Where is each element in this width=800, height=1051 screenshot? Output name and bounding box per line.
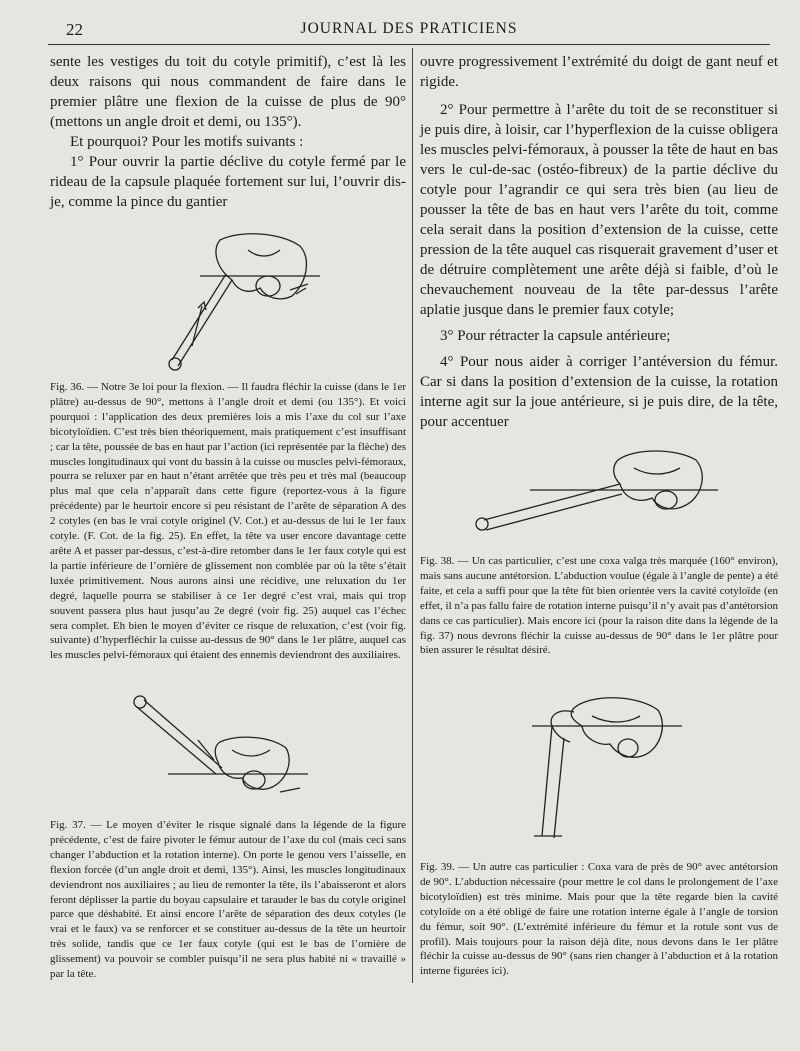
page-number: 22 [66,20,83,39]
page-header [48,18,770,45]
left-intro-paragraph: sente les vestiges du toit du cotyle primitif), c’est là les deux raisons qui nous commandent de faire dans le premier plâtre une flexion de la cuisse de plus de 90° (mettons un angle droit et demi, ou 135°). [50,54,406,130]
figure-36-caption: Fig. 36. — Notre 3e loi pour la flexion. — Il faudra fléchir la cuisse (dans le 1er plâtre) au-dessus de 90°, mettons à l’angle droit et demi (ou 135°). Et voici pourquoi : l’application des deux premières lois a mis l’axe du col sur l’axe bicotyloïdien. C’est très bien théoriquement, mais pratiquement c’est insuffisant ; car la tête, poussée de bas en haut par l’action (ici représentée par la flèche) des muscles longitudinaux qui vont du bassin à la cuisse ou muscles pelvi-fémoraux, pourra se reluxer par en haut n’étant arrêtée que très peu et très mal (beaucoup plus mal que cela n’apparaît dans cette figure (reportez-vous à la figure précédente) par le heurtoir encore si peu résistant de l’arête de séparation A des 2 cotyles (en bas le vrai cotyle originel (V. Cot.) et au-dessus de lui le 1er faux cotyle. (F. Cot. de la fig. 25). En effet, la tête va user encore davantage cette arête A et passer par-dessus, c’est-à-dire retomber dans le 1er faux cotyle qui est la partie inférieure de l’ornière de glissement non comblée par où la tête s’était luxée primitivement. Nous aurons ainsi une récidive, une reluxation du 1er degré, laquelle pourra se stabiliser à ce 1er degré c’est vrai, mais qui trop souvent passera plus haut jusqu’au 2e degré (voir fig. 25) auquel cas l’échec sera complet. Eh bien le moyen d’éviter ce risque de reluxation, c’est (voir fig. suivante) d’hyperfléchir la cuisse au-dessus de 90° dans le 1er plâtre, auquel cas les muscles pelvi-fémoraux qui étaient des ennemis deviendront des auxiliaires. [50,381,406,662]
journal-title: JOURNAL DES PRATICIENS [300,20,518,37]
figure-37-caption-block [50,818,406,982]
figure-38-caption-block [420,554,778,658]
left-question-paragraph: Et pourquoi? Pour les motifs suivants : [70,134,304,150]
figure-37-illustration [120,688,320,808]
figure-36-caption-block [50,380,406,663]
left-body-text [50,52,406,212]
point-1-paragraph: 1° Pour ouvrir la partie déclive du cotyle fermé par le rideau de la capsule plaquée fortement sur lui, l’ouvrir dis-je, comme la pince du gantier [50,154,406,210]
figure-37-caption: Fig. 37. — Le moyen d’éviter le risque signalé dans la légende de la figure précédente, c’est de faire pivoter le fémur autour de l’axe du col (mais ceci sans changer l’abduction et la rotation interne). On porte le genou vers l’aisselle, en flexion forcée (d’un angle droit et demi, 135°). Ainsi, les muscles longitudinaux deviendront nos auxiliaires ; au lieu de remonter la tête, ils l’abaisseront et alors feront déplisser la partie du boyau capsulaire et tarauder le bas du cotyle originel parce que déshabité. Et ainsi encore l’arête de séparation des deux cotyles (le vrai et le faux) va se renforcer et se constituer au-dessus de la tête un heurtoir très solide, tandis que ce 1er faux cotyle (qui est le bas de l’ornière de glissement) va pouvoir se combler puisqu’il ne sera plus habité ni « travaillé » par la tête. [50,819,406,981]
figure-36-illustration [120,228,340,378]
figure-39-illustration [512,686,692,846]
point-3-paragraph: 3° Pour rétracter la capsule antérieure; [440,328,671,344]
column-divider [412,48,413,983]
figure-38-illustration [470,444,730,544]
right-intro-paragraph: ouvre progressivement l’extrémité du doigt de gant neuf et rigide. [420,54,778,90]
right-body-text [420,52,778,432]
point-2-paragraph: 2° Pour permettre à l’arête du toit de se reconstituer si je puis dire, à loisir, car l’hyperflexion de la cuisse obligera les muscles pelvi-fémoraux, à pousser la tête de haut en bas vers le cul-de-sac (ostéo-fibreux) de la partie déclive du cotyle pour l’agrandir ce qui sera très bien (au lieu de pousser la tête de bas en haut vers l’arête du toit, comme cela serait dans la position d’extension de la cuisse, cette pression de la tête auquel cas risquerait gravement d’user et de détruire complètement une arête déjà si faible, d’où le chevauchement nouveau de la tête par-dessus l’arête aplatie jusque dans le premier faux cotyle; [420,102,778,318]
figure-38-caption: Fig. 38. — Un cas particulier, c’est une coxa valga très marquée (160° environ), mais sans aucune antétorsion. L’abduction voulue (égale à l’angle de pente) a été faite, et cela a suffi pour que la tête fût bien orientée vers la cavité cotyloïde (en effet, il n’a pas fallu faire de rotation interne puisqu’il n’y avait pas d’antétorsion dans ce cas particulier). Mais encore ici (pour la raison dite dans la légende de la fig. 37) nous devrons fléchir la cuisse au-dessus de 90° dans le 1er plâtre pour bien assurer le résultat désiré. [420,555,778,657]
point-4-paragraph: 4° Pour nous aider à corriger l’antéversion du fémur. Car si dans la position d’extension de la cuisse, la rotation interne agit sur la joue antérieure, si je puis dire, de la tête, pour accentuer [420,354,778,430]
figure-39-caption-block [420,860,778,979]
figure-39-caption: Fig. 39. — Un autre cas particulier : Coxa vara de près de 90° avec antétorsion de 90°. L’abduction nécessaire (pour mettre le col dans le prolongement de l’axe bicotyloïdien) est très minime. Mais pour que la tête regarde bien la cavité cotyloïde on a été obligé de faire une rotation interne égale à l’angle de torsion du fémur, soit 90°. (L’extrémité inférieure du fémur et la rotule sont vus de profil). Mais toujours pour la raison déjà dite, nous devons dans le 1er plâtre fléchir la cuisse au-dessus de 90° (sans rien changer à l’abduction et à la rotation interne figurées ici). [420,861,778,978]
